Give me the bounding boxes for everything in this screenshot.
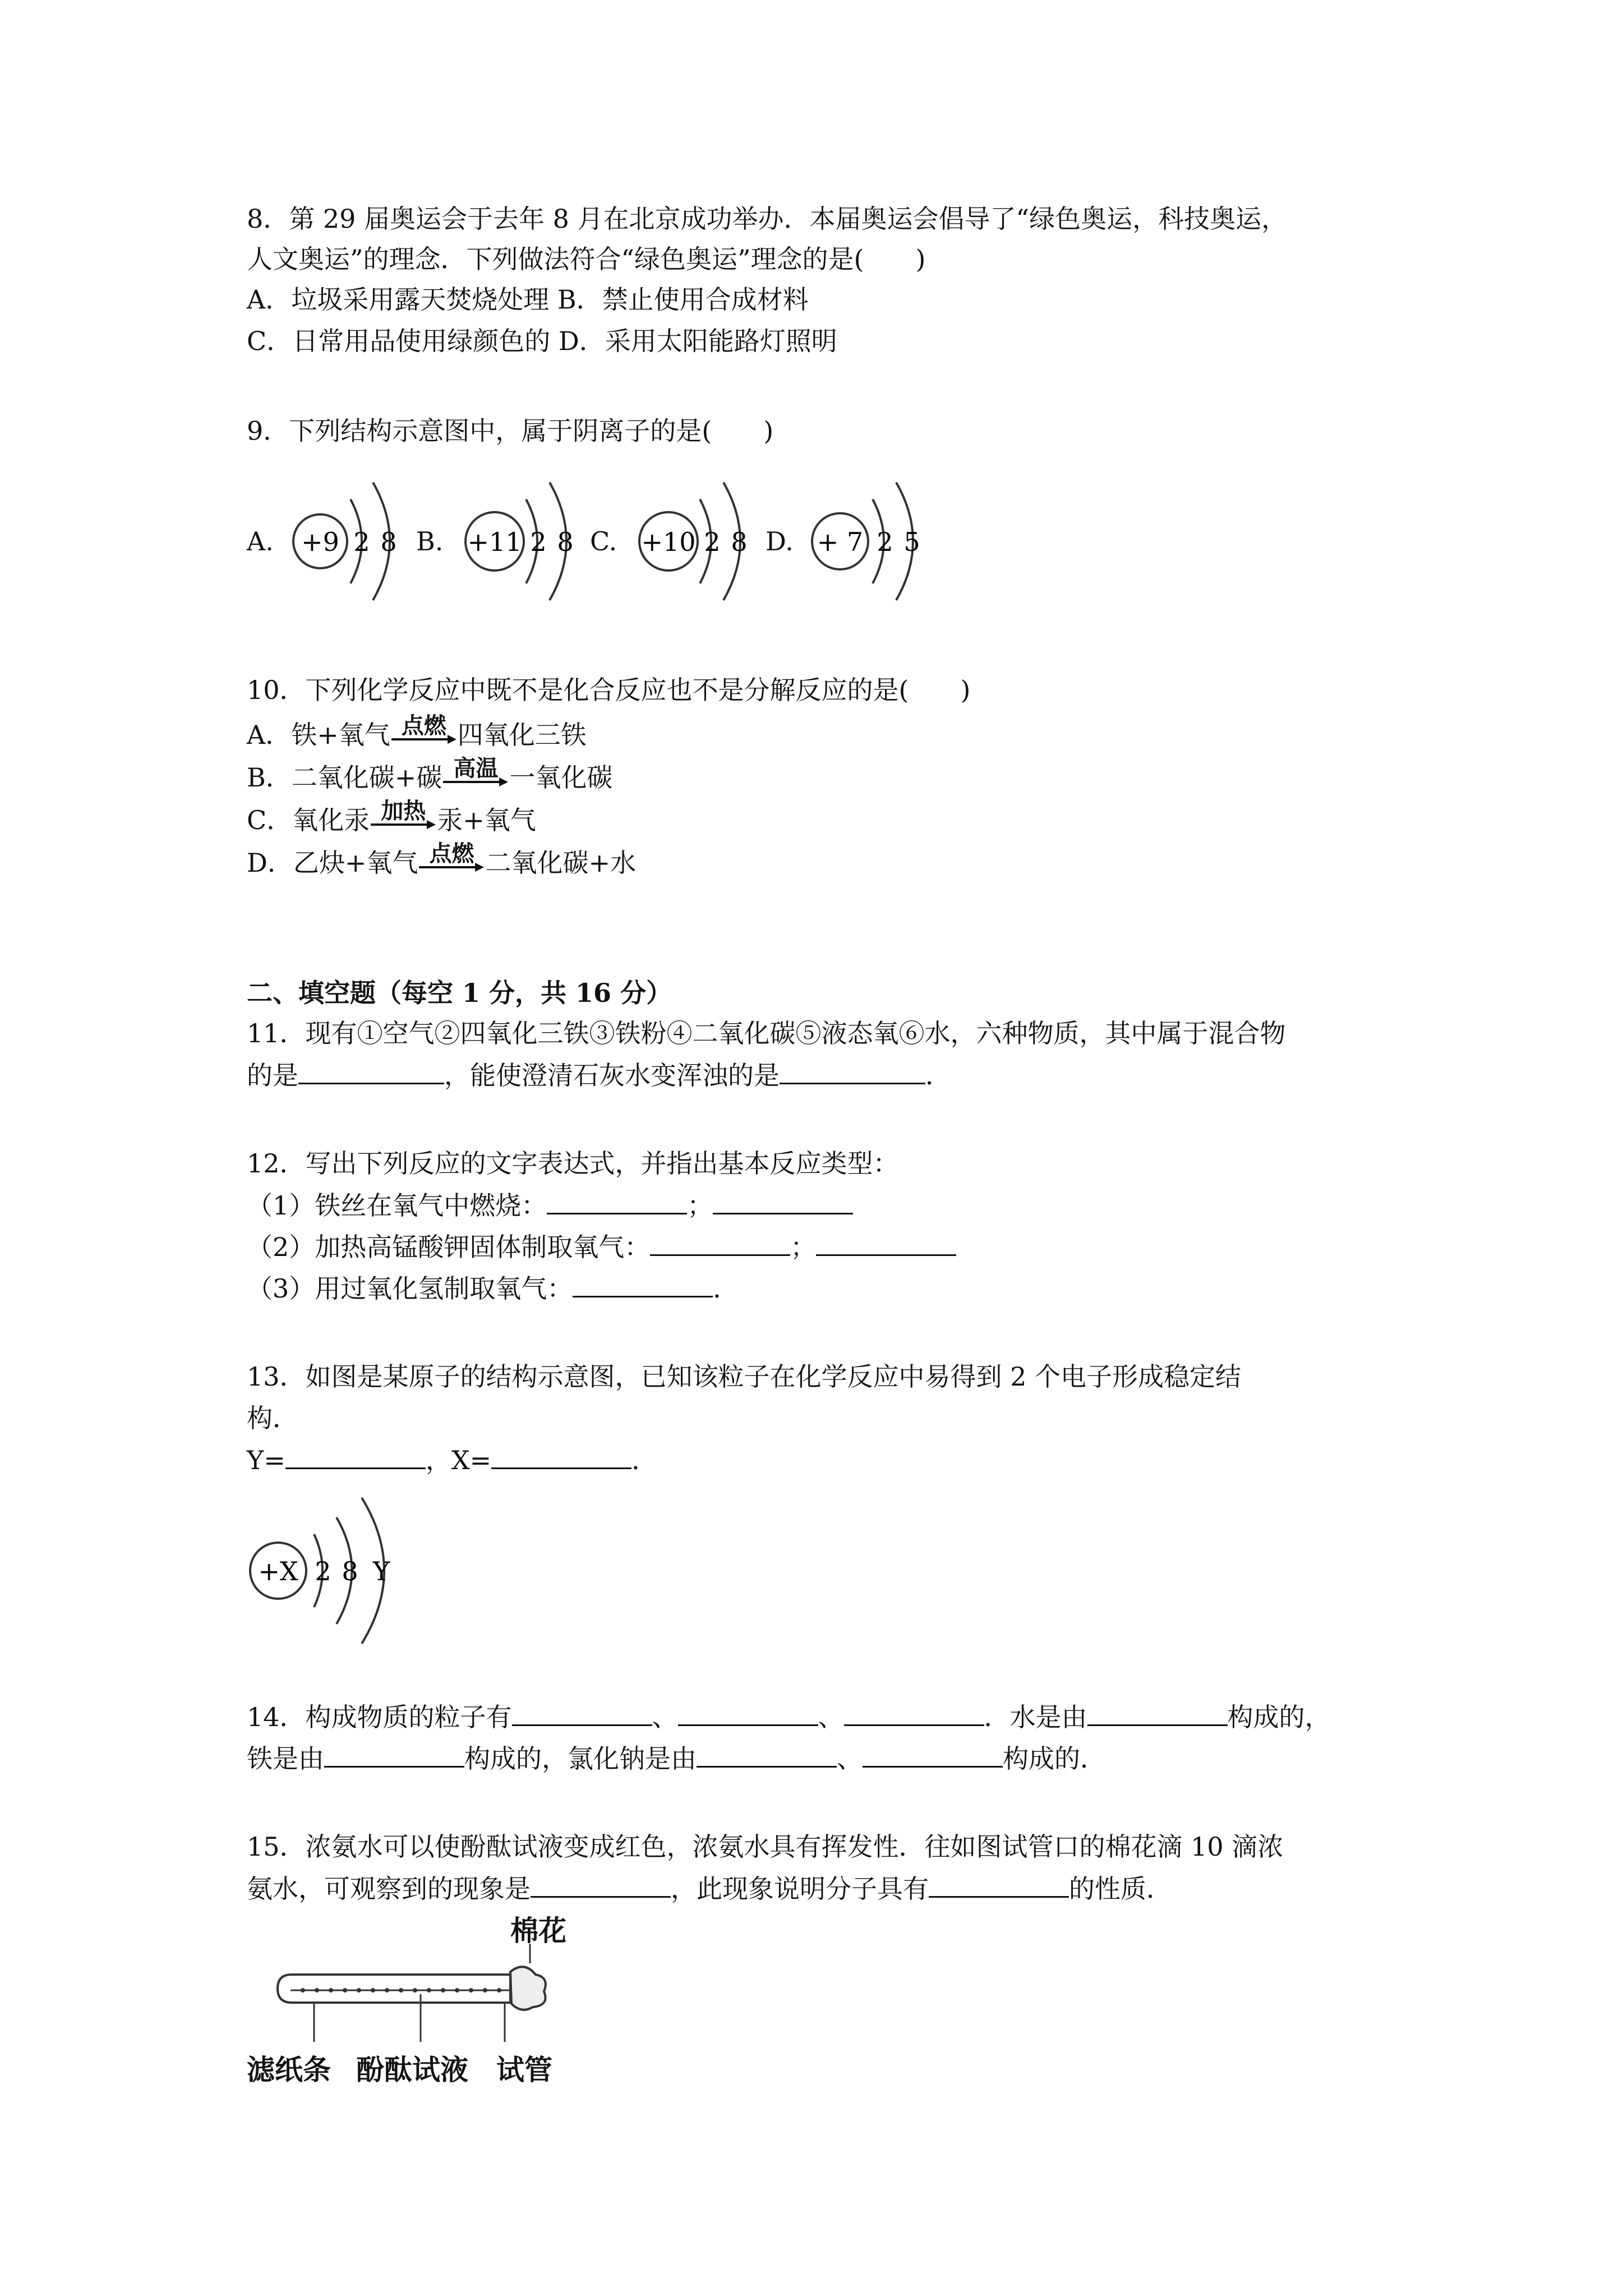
svg-text:2: 2: [877, 527, 893, 557]
q11-line1: 11．现有①空气②四氧化三铁③铁粉④二氧化碳⑤液态氧⑥水，六种物质，其中属于混合物: [247, 1018, 1286, 1048]
svg-text:8: 8: [342, 1556, 358, 1586]
q13-answers: Y= ，X= ．: [247, 1443, 657, 1477]
q9-option-b-label: B.: [416, 526, 444, 556]
q13-line1: 13．如图是某原子的结构示意图，已知该粒子在化学反应中易得到 2 个电子形成稳定结: [247, 1361, 1242, 1392]
test-tube: [278, 1975, 510, 2003]
answer-blank[interactable]: [650, 1230, 790, 1256]
answer-blank[interactable]: [713, 1188, 853, 1214]
reaction-arrow: 加热: [370, 801, 437, 829]
q10-option-a: A．铁+氧气 点燃 四氧化三铁: [247, 713, 587, 750]
answer-blank[interactable]: [531, 1871, 671, 1898]
answer-blank[interactable]: [816, 1230, 956, 1256]
answer-blank[interactable]: [512, 1700, 652, 1726]
q8-line2: 人文奥运”的理念．下列做法符合“绿色奥运”理念的是( ): [247, 244, 926, 274]
section-2-heading: 二、填空题（每空 1 分，共 16 分）: [247, 978, 672, 1008]
q8-options-cd: [247, 324, 837, 358]
q12-part1: （1）铁丝在氧气中燃烧： ；: [247, 1188, 853, 1222]
svg-text:+11: +11: [467, 527, 522, 557]
q14-line1: 14．构成物质的粒子有 、 、 ．水是由 构成的，: [247, 1700, 1331, 1734]
q11-line2: 的是 ，能使澄清石灰水变浑浊的是 ．: [247, 1058, 951, 1092]
q12-part3: （3）用过氧化氢制取氧气： ．: [247, 1271, 739, 1305]
svg-text:8: 8: [380, 527, 397, 557]
reaction-arrow: 点燃: [390, 716, 458, 744]
q8-option-d: D．采用太阳能路灯照明: [558, 326, 837, 356]
q9-stem: 9．下列结构示意图中，属于阴离子的是( ): [247, 416, 774, 446]
svg-text:Y: Y: [372, 1556, 390, 1586]
q15-line1: 15．浓氨水可以使酚酞试液变成红色，浓氨水具有挥发性．往如图试管口的棉花滴 10 滴浓: [247, 1832, 1284, 1862]
q9-option-c-label: C.: [590, 526, 617, 556]
svg-text:2: 2: [530, 527, 547, 557]
reaction-arrow: 高温: [442, 758, 509, 786]
svg-text:8: 8: [557, 527, 574, 557]
answer-blank[interactable]: [1087, 1700, 1228, 1726]
q13-atom-diagram: [247, 1492, 426, 1655]
q9-option-a-atom-diagram: [289, 466, 429, 611]
svg-text:+10: +10: [641, 527, 696, 557]
answer-blank[interactable]: [324, 1741, 464, 1768]
q15-line2: 氨水，可观察到的现象是 ，此现象说明分子具有 的性质．: [247, 1871, 1172, 1906]
q9-option-b-atom-diagram: [460, 466, 600, 611]
q9-option-a-label: A.: [247, 526, 274, 556]
phenolphthalein-dots: [301, 1988, 501, 1993]
reaction-arrow: 点燃: [418, 844, 485, 872]
answer-blank[interactable]: [780, 1058, 925, 1084]
q10-option-c: C．氧化汞 加热 汞+氧气: [247, 798, 536, 835]
answer-blank[interactable]: [929, 1871, 1069, 1898]
q8-line1: 8．第 29 届奥运会于去年 8 月在北京成功举办．本届奥运会倡导了“绿色奥运，科技奥运，: [247, 204, 1288, 234]
answer-blank[interactable]: [573, 1271, 713, 1297]
answer-blank[interactable]: [863, 1741, 1003, 1768]
answer-blank[interactable]: [547, 1188, 687, 1214]
answer-blank-x[interactable]: [491, 1443, 631, 1469]
svg-text:5: 5: [903, 527, 920, 557]
q10-option-b: B．二氧化碳+碳 高温 一氧化碳: [247, 756, 613, 793]
q8-options-ab: [247, 283, 809, 316]
answer-blank[interactable]: [298, 1058, 444, 1084]
answer-blank[interactable]: [697, 1741, 837, 1768]
q12-stem: 12．写出下列反应的文字表达式，并指出基本反应类型：: [247, 1148, 899, 1179]
q8-option-a: A．垃圾采用露天焚烧处理: [247, 284, 550, 315]
label-test-tube: 试管: [496, 2054, 552, 2086]
label-phenolphthalein: 酚酞试液: [356, 2054, 468, 2086]
q8-option-c: C．日常用品使用绿颜色的: [247, 326, 551, 356]
nucleus-label: +9: [301, 527, 339, 557]
svg-text:2: 2: [704, 527, 721, 557]
answer-blank-y[interactable]: [285, 1443, 426, 1469]
q9-option-c-atom-diagram: [634, 466, 774, 611]
q9-option-d-atom-diagram: [808, 466, 948, 611]
q8-option-b: B．禁止使用合成材料: [557, 284, 809, 315]
svg-text:2: 2: [353, 527, 370, 557]
q12-part2: （2）加热高锰酸钾固体制取氧气： ；: [247, 1230, 956, 1264]
label-cotton: 棉花: [510, 1915, 566, 1947]
svg-text:+ 7: + 7: [817, 527, 864, 557]
svg-text:8: 8: [731, 527, 748, 557]
q13-line2: 构．: [247, 1403, 298, 1433]
q9-option-d-label: D.: [766, 526, 794, 556]
q10-option-d: D．乙炔+氧气 点燃 二氧化碳+水: [247, 841, 636, 878]
answer-blank[interactable]: [678, 1700, 818, 1726]
svg-text:+X: +X: [258, 1556, 298, 1586]
cotton-ball: [510, 1967, 546, 2010]
label-filter-strip: 滤纸条: [247, 2054, 331, 2086]
answer-blank[interactable]: [844, 1700, 984, 1726]
q14-line2: 铁是由 构成的，氯化钠是由 、 构成的．: [247, 1741, 1106, 1775]
q10-stem: 10．下列化学反应中既不是化合反应也不是分解反应的是( ): [247, 675, 971, 705]
svg-text:2: 2: [315, 1556, 331, 1586]
